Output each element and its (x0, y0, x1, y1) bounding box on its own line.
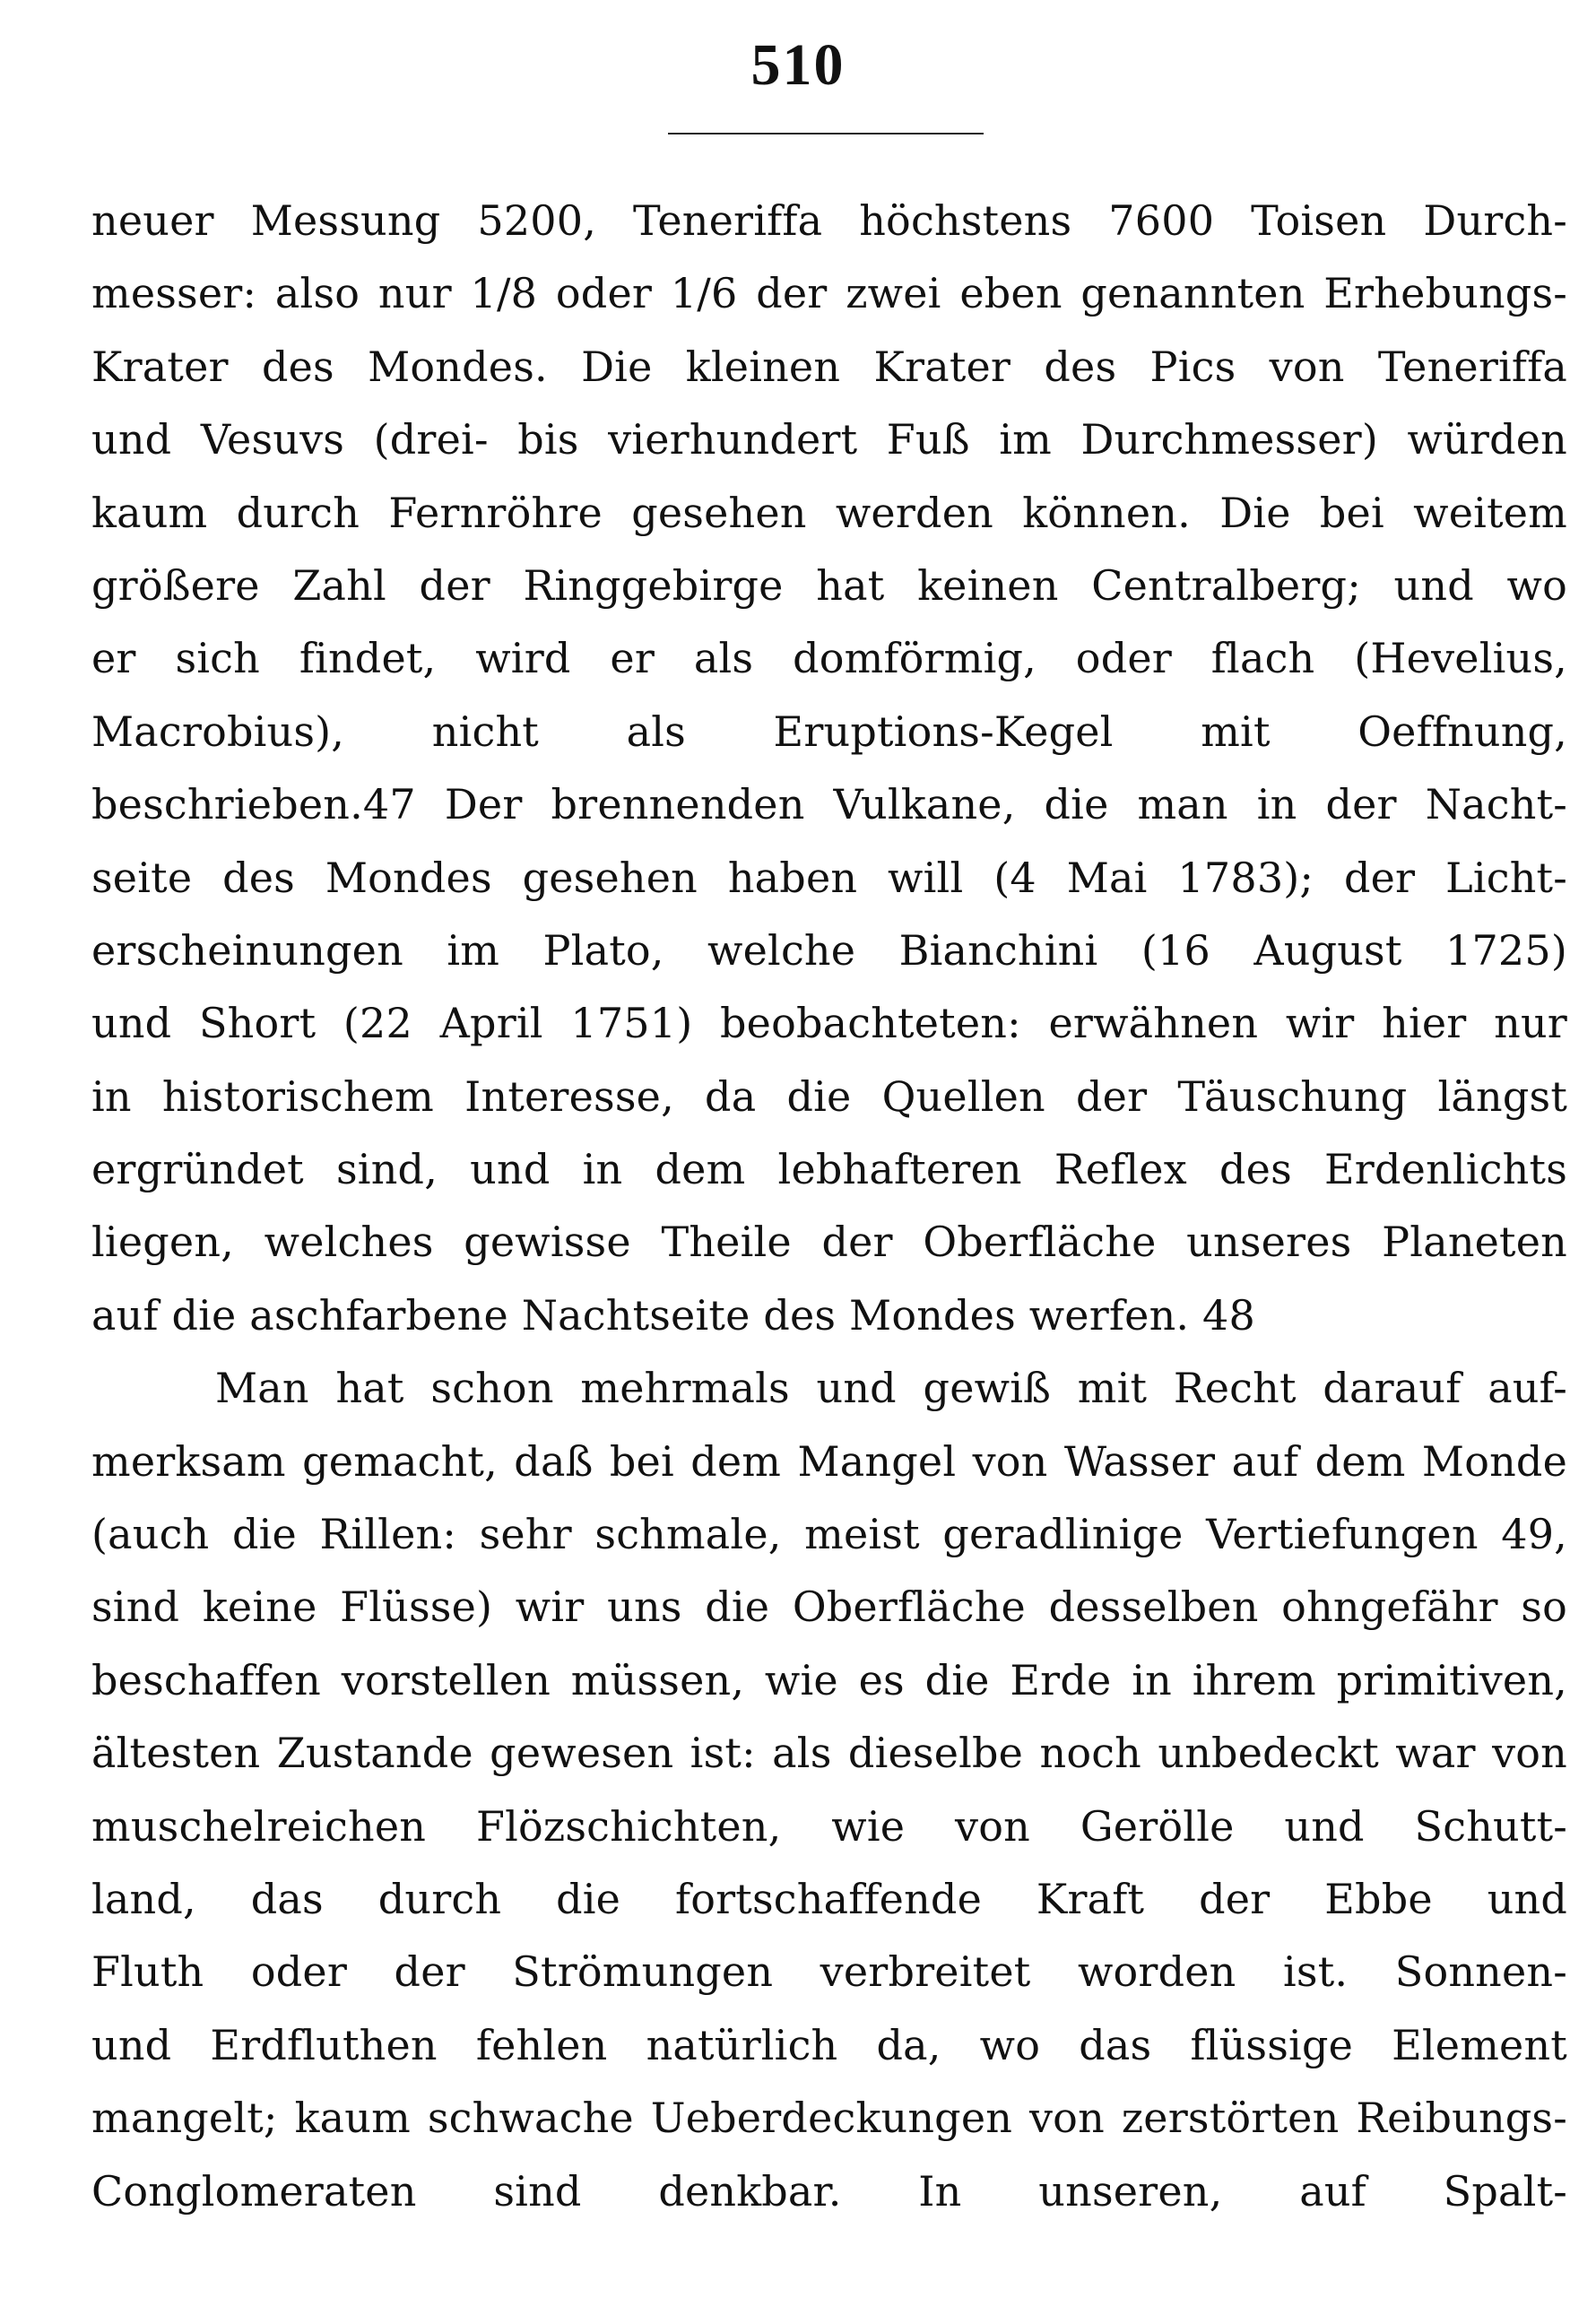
text-line: neuer Messung 5200, Teneriffa höchstens 7600 Toisen Durch- (91, 196, 1567, 245)
text-line: und Short (22 April 1751) beobachteten: erwähnen wir hier nur (91, 999, 1567, 1048)
text-line: messer: also nur 1/8 oder 1/6 der zwei eben genannten Erhebungs- (91, 269, 1567, 318)
text-line: sind keine Flüsse) wir uns die Oberfläche desselben ohngefähr so (91, 1583, 1567, 1632)
text-line: auf die aschfarbene Nachtseite des Mondes werfen. 48 (91, 1290, 1255, 1340)
text-line: liegen, welches gewisse Theile der Oberfläche unseres Planeten (91, 1218, 1567, 1267)
text-line: kaum durch Fernröhre gesehen werden können. Die bei weitem (91, 488, 1567, 537)
text-line: und Vesuvs (drei- bis vierhundert Fuß im Durchmesser) würden (91, 415, 1567, 464)
text-line: beschrieben.47 Der brennenden Vulkane, die man in der Nacht- (91, 780, 1567, 829)
text-line: und Erdfluthen fehlen natürlich da, wo das flüssige Element (91, 2020, 1567, 2069)
text-line: merksam gemacht, daß bei dem Mangel von Wasser auf dem Monde (91, 1436, 1567, 1486)
header-rule (668, 133, 984, 134)
text-line: beschaffen vorstellen müssen, wie es die Erde in ihrem primitiven, (91, 1655, 1567, 1704)
text-line: ältesten Zustande gewesen ist: als dieselbe noch unbedeckt war von (91, 1729, 1567, 1778)
text-line: er sich findet, wird er als domförmig, oder flach (Hevelius, (91, 634, 1567, 683)
text-line: muschelreichen Flözschichten, wie von Gerölle und Schutt- (91, 1801, 1567, 1851)
text-line: land, das durch die fortschaffende Kraft der Ebbe und (91, 1874, 1567, 1923)
text-line: in historischem Interesse, da die Quellen der Täuschung längst (91, 1071, 1567, 1121)
body-text (91, 185, 1567, 2228)
paragraph-first-line: Man hat schon mehrmals und gewiß mit Recht darauf auf- (215, 1364, 1567, 1413)
text-line: größere Zahl der Ringgebirge hat keinen Centralberg; und wo (91, 560, 1567, 610)
text-line: mangelt; kaum schwache Ueberdeckungen von zerstörten Reibungs- (91, 2094, 1567, 2143)
text-line: Krater des Mondes. Die kleinen Krater des Pics von Teneriffa (91, 342, 1567, 391)
text-line: seite des Mondes gesehen haben will (4 Mai 1783); der Licht- (91, 853, 1567, 902)
text-line: Macrobius), nicht als Eruptions-Kegel mit Oeffnung, (91, 707, 1567, 756)
text-line: Conglomeraten sind denkbar. In unseren, auf Spalt- (91, 2166, 1567, 2216)
text-line: ergründet sind, und in dem lebhafteren Reflex des Erdenlichts (91, 1145, 1567, 1194)
text-line: Fluth oder der Strömungen verbreitet worden ist. Sonnen- (91, 1947, 1567, 1997)
page-number: 510 (750, 32, 846, 98)
text-line: erscheinungen im Plato, welche Bianchini (16 August 1725) (91, 925, 1567, 975)
text-line: (auch die Rillen: sehr schmale, meist geradlinige Vertiefungen 49, (91, 1510, 1567, 1559)
